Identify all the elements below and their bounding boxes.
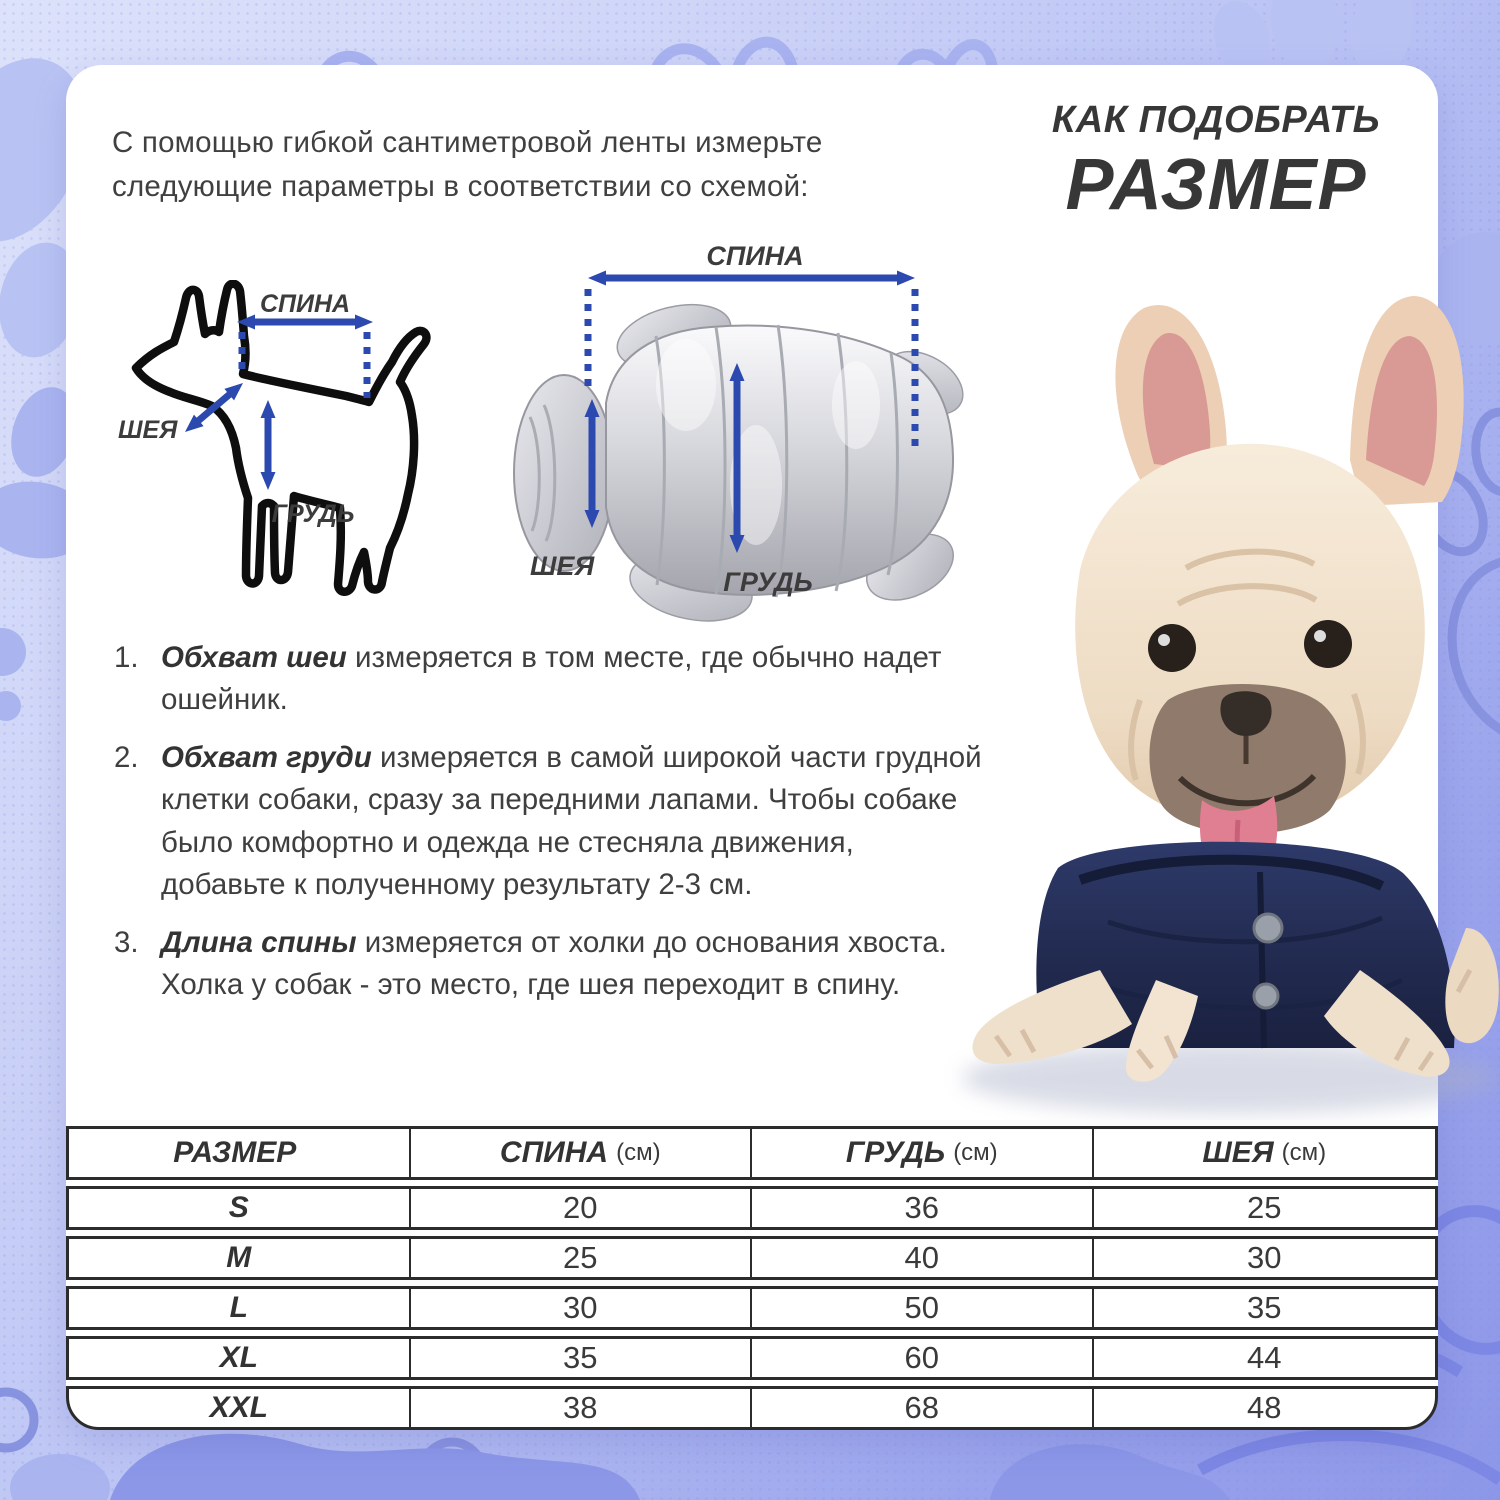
page-title-line2: РАЗМЕР: [1065, 145, 1367, 225]
table-row: XL 35 60 44: [66, 1336, 1438, 1380]
table-row: XXL 38 68 48: [66, 1386, 1438, 1430]
header-size: РАЗМЕР: [69, 1129, 411, 1177]
dog-neck-label: ШЕЯ: [118, 416, 178, 444]
size-table: [66, 1126, 1438, 1430]
list-item: [114, 737, 982, 907]
vest-snap-button: [1254, 914, 1282, 942]
bulldog-photo: [930, 280, 1500, 1120]
dog-chest-label: ГРУДЬ: [271, 500, 355, 528]
intro-text: [112, 121, 1012, 210]
table-row: M 25 40 30: [66, 1236, 1438, 1280]
item-lead: Длина спины: [161, 925, 357, 959]
jacket-neck-cuff: [514, 375, 614, 571]
dog-outline-drawing: [106, 280, 536, 630]
table-row: S 20 36 25: [66, 1186, 1438, 1230]
item-number: 1.: [114, 641, 139, 674]
item-number: 3.: [114, 925, 139, 959]
list-item: [114, 637, 982, 722]
page-title-line1: КАК ПОДОБРАТЬ: [1051, 99, 1381, 141]
table-row: L 30 50 35: [66, 1286, 1438, 1330]
intro-line-2: следующие параметры в соответствии со схемой:: [112, 170, 809, 204]
paw-pad-blob: [110, 1434, 1230, 1500]
item-text: измеряется в том месте, где обычно надет ошейник.: [161, 641, 942, 717]
list-item: [114, 922, 982, 1007]
header-chest: ГРУДЬ (см): [752, 1129, 1094, 1177]
table-header-row: [66, 1126, 1438, 1180]
page-title: [1036, 99, 1396, 226]
dog-outline-diagram: [106, 280, 536, 630]
jacket-chest-label: ГРУДЬ: [723, 567, 813, 597]
item-lead: Обхват шеи: [161, 641, 347, 674]
jacket-neck-label: ШЕЯ: [530, 551, 595, 581]
intro-line-1: С помощью гибкой сантиметровой ленты измерьте: [112, 126, 823, 159]
item-text: измеряется от холки до основания хвоста. Холка у собак - это место, где шея переходит в спину.: [161, 925, 947, 1002]
dog-back-label: СПИНА: [259, 290, 351, 318]
instruction-list: [114, 637, 982, 1022]
header-back: СПИНА (см): [411, 1129, 753, 1177]
jacket-diagram: [506, 235, 996, 655]
item-text: измеряется в самой широкой части грудной клетки собаки, сразу за передними лапами. Чтобы собаке было комфортно и одежда не стесняла движения, добавьте к полученному результату 2-3 см.: [161, 740, 982, 902]
item-number: 2.: [114, 740, 139, 774]
item-lead: Обхват груди: [161, 740, 372, 774]
jacket-back-label: СПИНА: [706, 241, 804, 271]
header-neck: ШЕЯ (см): [1202, 1136, 1327, 1169]
vest-snap-button: [1254, 984, 1278, 1008]
